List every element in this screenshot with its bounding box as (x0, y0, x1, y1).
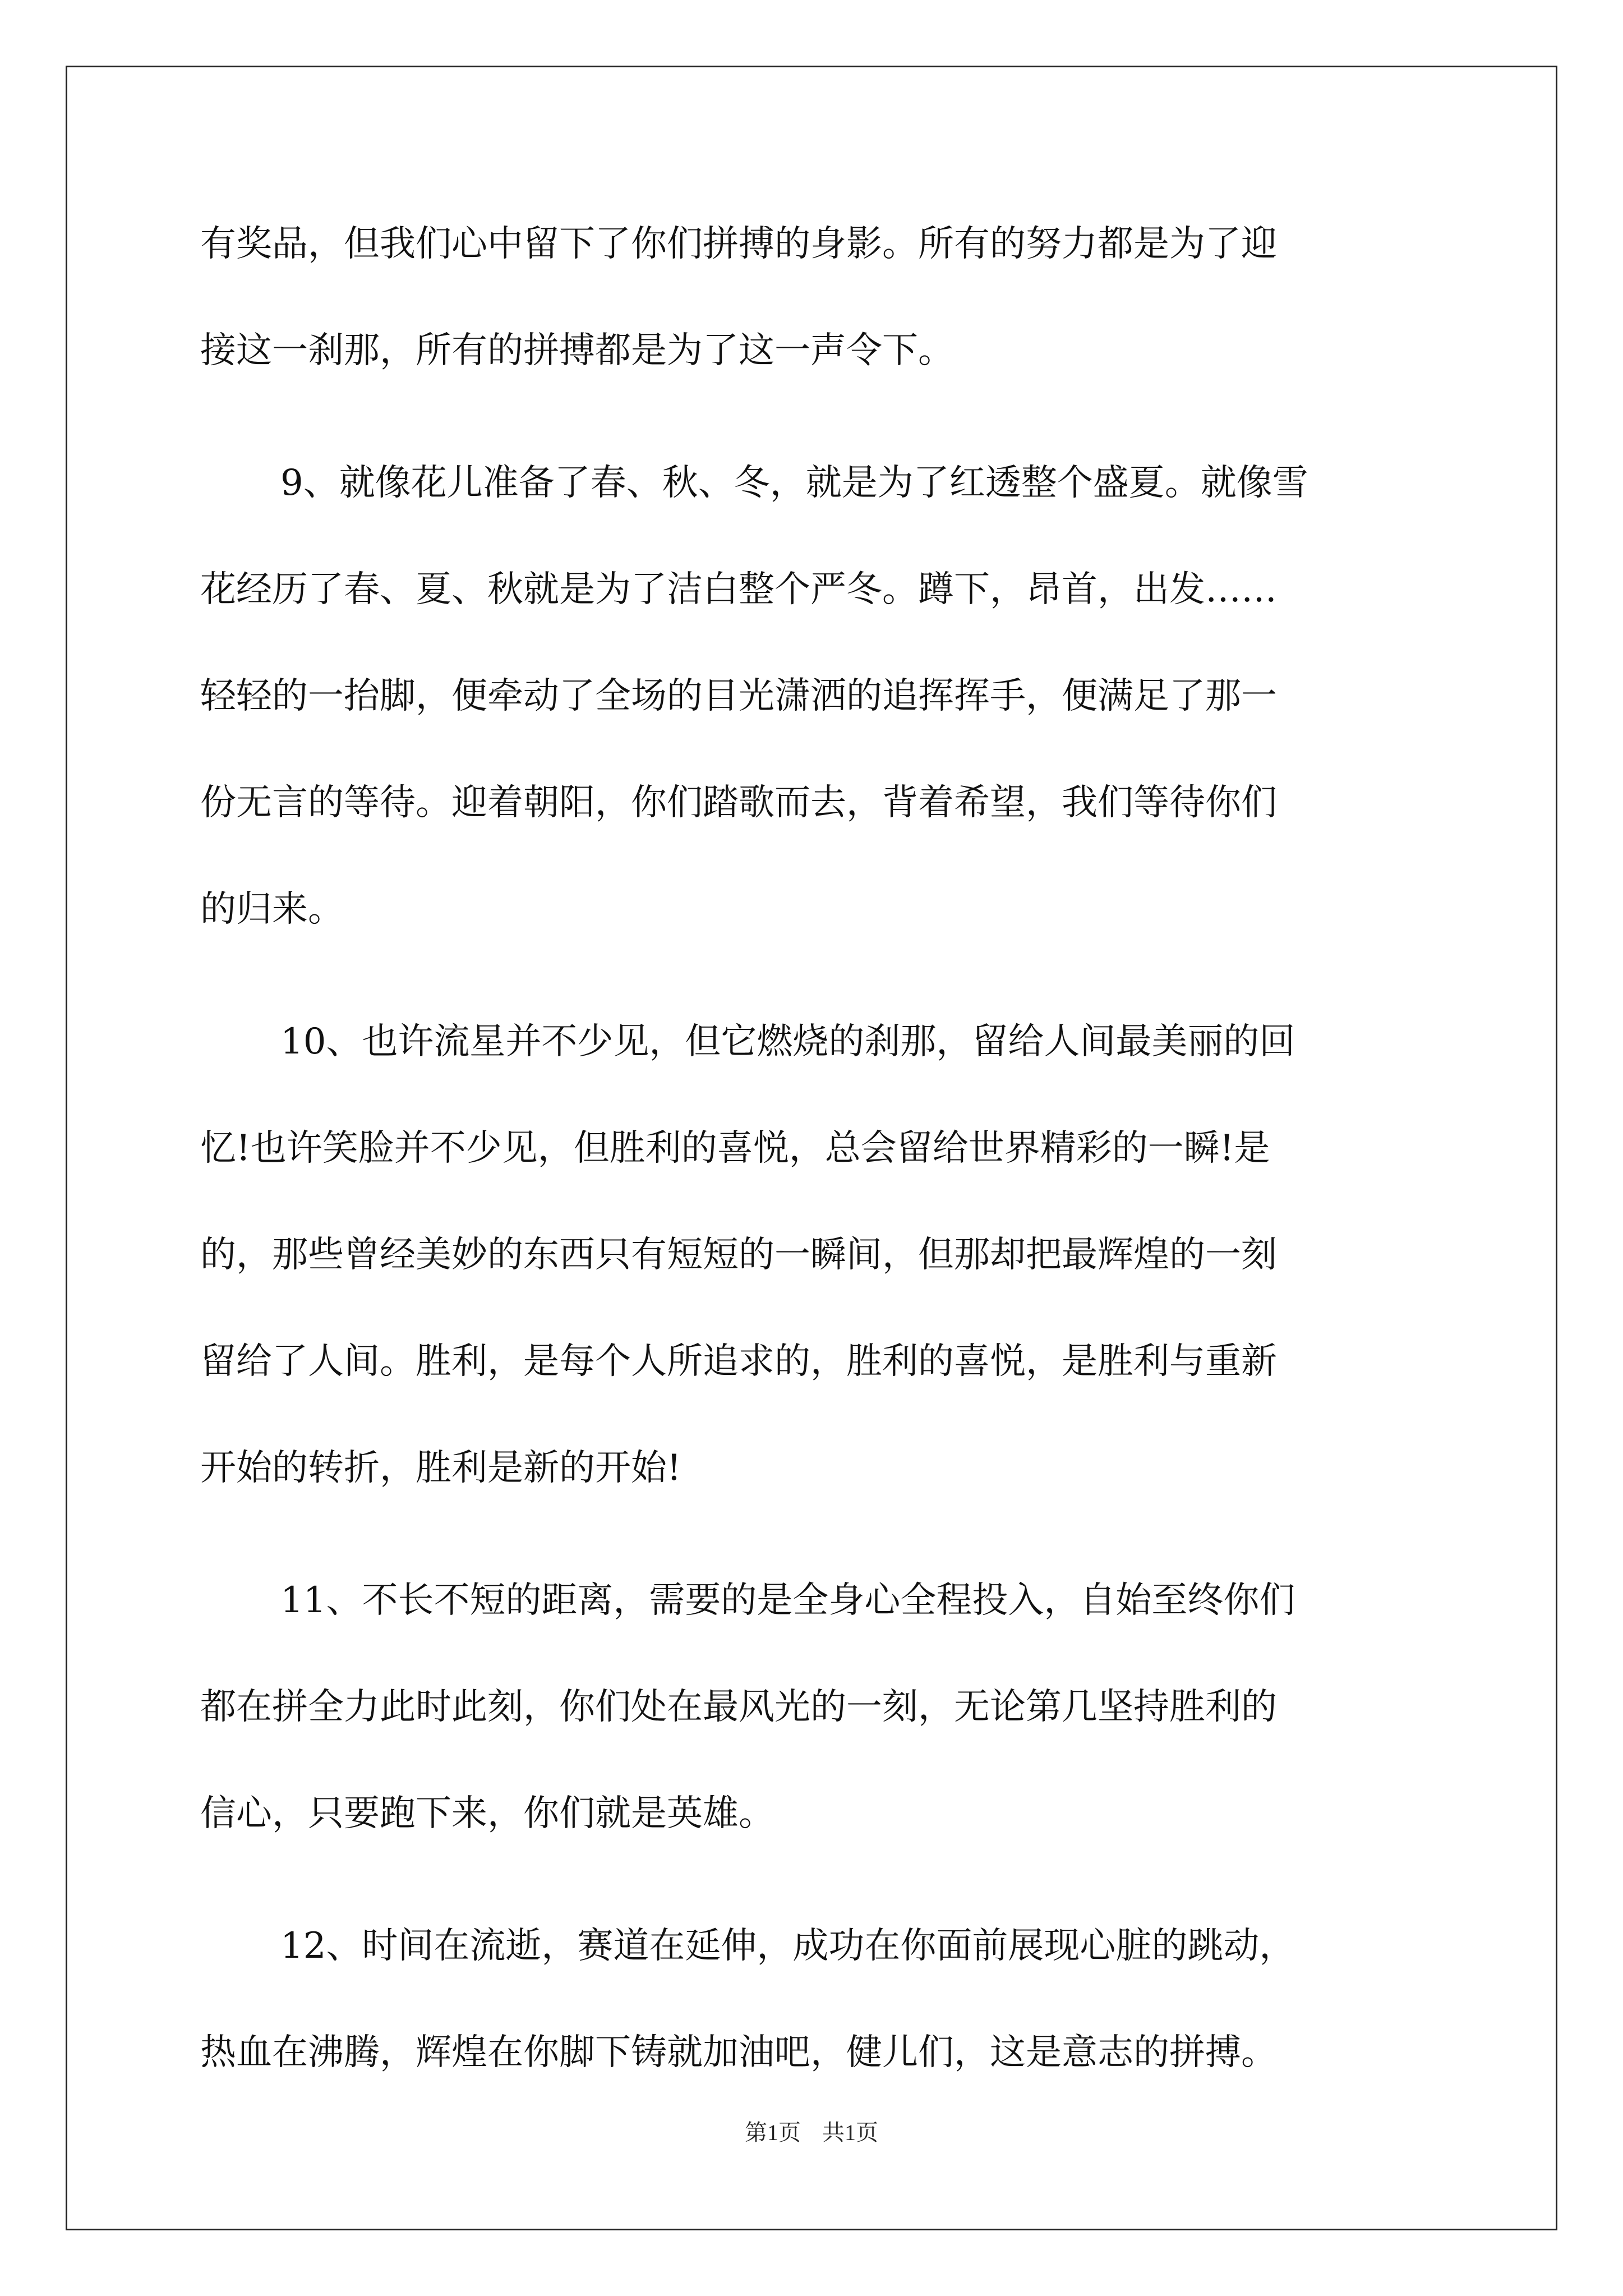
paragraph-start-line: 10、也许流星并不少见，但它燃烧的刹那，留给人间最美丽的回 (280, 1021, 1295, 1062)
text-line: 开始的转折，胜利是新的开始! (200, 1447, 681, 1489)
text-line: 接这一刹那，所有的拼搏都是为了这一声令下。 (200, 330, 954, 371)
paragraph-start-line: 9、就像花儿准备了春、秋、冬，就是为了红透整个盛夏。就像雪 (280, 462, 1308, 504)
text-line: 有奖品，但我们心中留下了你们拼搏的身影。所有的努力都是为了迎 (200, 223, 1277, 265)
text-line: 热血在沸腾，辉煌在你脚下铸就加油吧，健儿们，这是意志的拼搏。 (200, 2032, 1277, 2073)
paragraph-start-line: 11、不长不短的距离，需要的是全身心全程投入，自始至终你们 (280, 1580, 1295, 1621)
text-line: 花经历了春、夏、秋就是为了洁白整个严冬。蹲下，昂首，出发…… (200, 569, 1277, 610)
text-line: 份无言的等待。迎着朝阳，你们踏歌而去，背着希望，我们等待你们 (200, 782, 1277, 823)
text-line: 的归来。 (200, 889, 344, 930)
text-line: 都在拼全力此时此刻，你们处在最风光的一刻，无论第几坚持胜利的 (200, 1686, 1277, 1728)
text-line: 轻轻的一抬脚，便牵动了全场的目光潇洒的追挥挥手，便满足了那一 (200, 675, 1277, 717)
page-total: 共1页 (822, 2120, 878, 2145)
text-line: 信心，只要跑下来，你们就是英雄。 (200, 1793, 774, 1834)
paragraph-start-line: 12、时间在流逝，赛道在延伸，成功在你面前展现心脏的跳动， (280, 1925, 1295, 1967)
page-footer (0, 2115, 1623, 2147)
text-line: 忆!也许笑脸并不少见，但胜利的喜悦，总会留给世界精彩的一瞬!是 (200, 1128, 1270, 1169)
text-line: 的，那些曾经美妙的东西只有短短的一瞬间，但那却把最辉煌的一刻 (200, 1234, 1277, 1276)
text-line: 留给了人间。胜利，是每个人所追求的，胜利的喜悦，是胜利与重新 (200, 1341, 1277, 1382)
page-number: 第1页 (745, 2120, 801, 2145)
